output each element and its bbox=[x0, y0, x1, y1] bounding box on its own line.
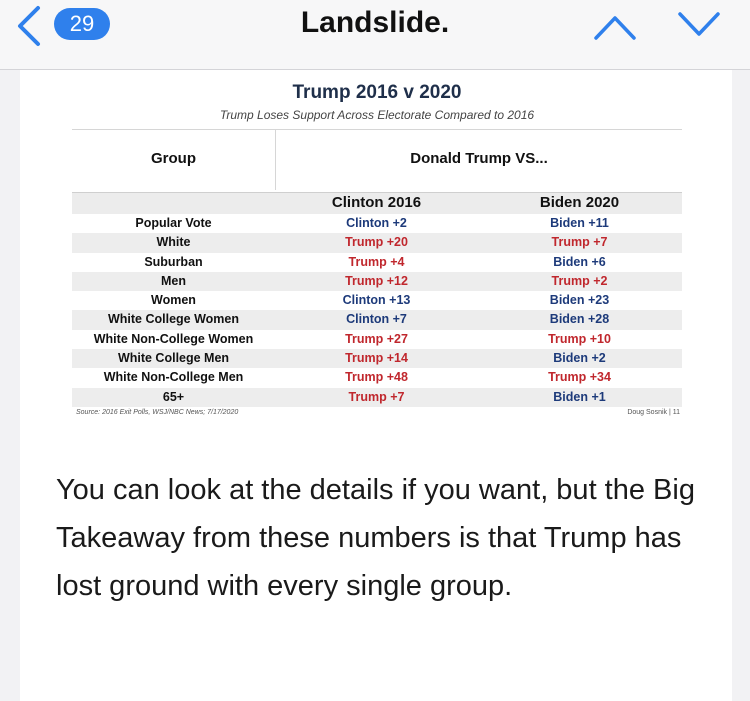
clinton-2016-cell: Trump +4 bbox=[348, 254, 405, 269]
slide-subtitle: Trump Loses Support Across Electorate Compared to 2016 bbox=[219, 108, 535, 122]
group-cell: Suburban bbox=[144, 254, 203, 269]
clinton-2016-cell: Trump +48 bbox=[345, 370, 408, 385]
table-row bbox=[72, 388, 682, 407]
clinton-2016-cell: Clinton +7 bbox=[346, 312, 407, 327]
group-header: Group bbox=[151, 150, 196, 167]
group-cell: White College Women bbox=[107, 312, 240, 327]
biden-2020-cell: Trump +7 bbox=[551, 235, 608, 250]
clinton-2016-header: Clinton 2016 bbox=[331, 194, 422, 211]
navigation-bar bbox=[0, 0, 750, 70]
clinton-2016-cell: Clinton +13 bbox=[342, 293, 411, 308]
group-cell: Women bbox=[151, 293, 196, 308]
chevron-left-icon bbox=[14, 4, 44, 48]
group-cell: White bbox=[156, 235, 191, 250]
source-note: Source: 2016 Exit Polls, WSJ/NBC News; 7/17/2020 bbox=[76, 409, 239, 416]
group-cell: White College Men bbox=[117, 351, 230, 366]
clinton-2016-cell: Trump +20 bbox=[345, 235, 408, 250]
group-cell: White Non-College Men bbox=[103, 370, 244, 385]
clinton-2016-cell: Trump +27 bbox=[345, 331, 408, 346]
biden-2020-cell: Trump +2 bbox=[551, 273, 608, 288]
slide-title: Trump 2016 v 2020 bbox=[292, 82, 462, 103]
slide-credit: Doug Sosnik | 11 bbox=[627, 409, 680, 416]
biden-2020-cell: Biden +11 bbox=[550, 216, 609, 230]
biden-2020-cell: Trump +34 bbox=[548, 370, 611, 385]
clinton-2016-cell: Trump +7 bbox=[348, 389, 405, 404]
column-header-row bbox=[72, 192, 682, 214]
table-row bbox=[72, 233, 682, 252]
table-row bbox=[72, 310, 682, 329]
clinton-2016-cell: Trump +14 bbox=[345, 351, 408, 366]
divider bbox=[72, 129, 682, 130]
biden-2020-cell: Biden +6 bbox=[553, 254, 606, 269]
message-body bbox=[20, 70, 732, 701]
group-cell: Popular Vote bbox=[135, 216, 212, 230]
group-cell: Men bbox=[161, 273, 186, 288]
table-row bbox=[72, 349, 682, 368]
biden-2020-cell: Biden +2 bbox=[553, 351, 606, 366]
results-table bbox=[72, 214, 682, 407]
biden-2020-cell: Biden +1 bbox=[553, 389, 606, 404]
table-row bbox=[72, 368, 682, 387]
biden-2020-cell: Trump +10 bbox=[548, 331, 611, 346]
previous-message-up-icon[interactable] bbox=[590, 8, 640, 42]
group-cell: 65+ bbox=[162, 389, 185, 404]
versus-header: Donald Trump VS... bbox=[410, 150, 548, 167]
biden-2020-cell: Biden +28 bbox=[549, 312, 610, 327]
body-paragraph: You can look at the details if you want, but the Big Takeaway from these numbers is that Trump has lost ground with every single group. bbox=[56, 474, 695, 602]
clinton-2016-cell: Trump +12 bbox=[345, 273, 408, 288]
biden-2020-cell: Biden +23 bbox=[549, 293, 610, 308]
page-title: Landslide. bbox=[300, 6, 450, 39]
unread-count-badge[interactable]: 29 bbox=[54, 8, 110, 40]
table-row bbox=[72, 330, 682, 349]
table-row bbox=[72, 272, 682, 291]
slide-image bbox=[72, 78, 712, 423]
group-cell: White Non-College Women bbox=[93, 331, 254, 346]
biden-2020-header: Biden 2020 bbox=[539, 194, 620, 211]
clinton-2016-cell: Clinton +2 bbox=[346, 216, 407, 230]
table-row bbox=[72, 253, 682, 272]
table-row bbox=[72, 291, 682, 310]
next-message-down-icon[interactable] bbox=[674, 8, 724, 42]
table-row bbox=[72, 214, 682, 233]
